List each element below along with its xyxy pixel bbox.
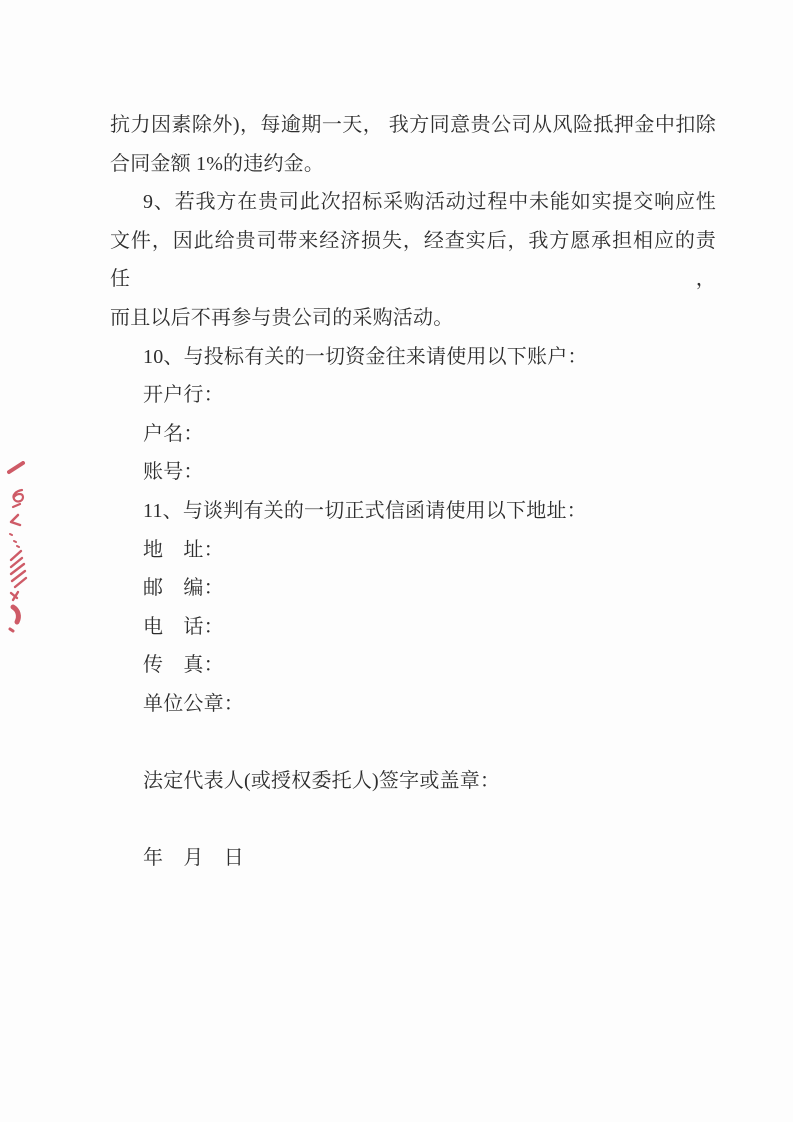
clause-9-line-1: 9、若我方在贵司此次招标采购活动过程中未能如实提交响应性	[143, 191, 716, 214]
account-name-label: 户名：	[143, 422, 204, 445]
date-line: 年 月 日	[143, 847, 244, 870]
clause-8-continuation-line-2: 合同金额 1%的违约金。	[110, 152, 325, 175]
red-handwriting-marks	[1, 450, 35, 640]
document-body	[110, 106, 716, 878]
account-number-label: 账号：	[143, 461, 204, 484]
clause-8-continuation-line-1: 抗力因素除外)，每逾期一天， 我方同意贵公司从风险抵押金中扣除	[110, 114, 716, 136]
bank-branch-label: 开户行：	[143, 384, 224, 407]
postcode-label: 邮 编：	[143, 577, 224, 600]
signature-line: 法定代表人(或授权委托人)签字或盖章：	[143, 770, 501, 793]
clause-11-heading: 11、与谈判有关的一切正式信函请使用以下地址：	[143, 499, 587, 522]
phone-label: 电 话：	[143, 615, 224, 638]
fax-label: 传 真：	[143, 654, 224, 677]
clause-9-line-3: 而且以后不再参与贵公司的采购活动。	[110, 306, 454, 329]
clause-9-line-2: 文件，因此给贵司带来经济损失，经查实后，我方愿承担相应的责任，	[110, 229, 716, 291]
company-seal-label: 单位公章：	[143, 692, 244, 715]
clause-10-heading: 10、与投标有关的一切资金往来请使用以下账户：	[143, 345, 588, 368]
address-label: 地 址：	[143, 538, 224, 561]
